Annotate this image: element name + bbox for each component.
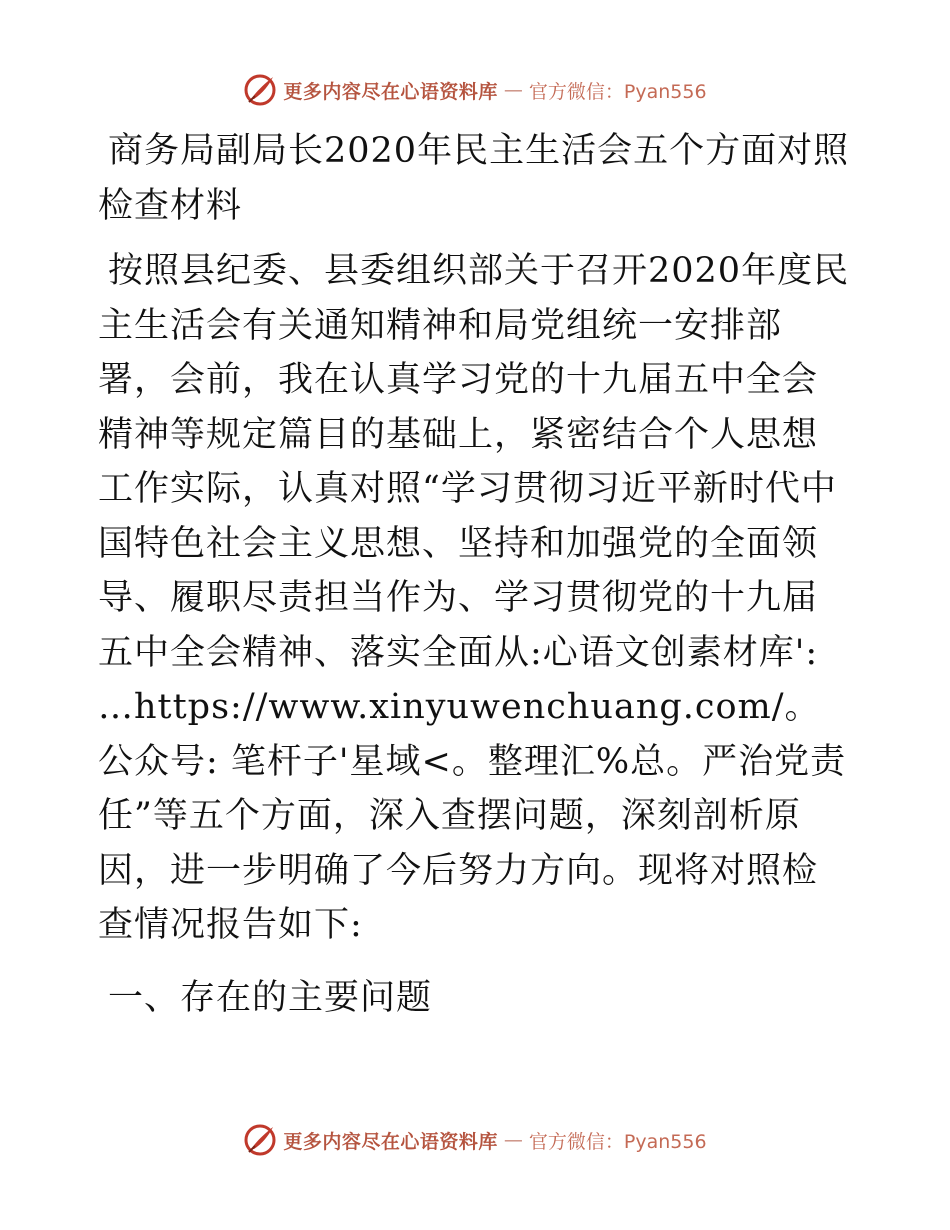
banner-site-text: 更多内容尽在心语资料库	[283, 1130, 498, 1153]
quill-pen-logo-icon	[243, 73, 277, 107]
document-body	[98, 124, 850, 1025]
body-paragraph: 按照县纪委、县委组织部关于召开2020年度民主生活会有关通知精神和局党组统一安排部署，会前，我在认真学习党的十九届五中全会精神等规定篇目的基础上，紧密结合个人思想工作实际，认真对照“学习贯彻习近平新时代中国特色社会主义思想、坚持和加强党的全面领导、履职尽责担当作为、学习贯彻党的十九届五中全会精神、落实全面从:心语文创素材库': …https://www.xinyuwenchuang.com/。公众号: 笔杆子'星域<。整理汇%总。严治党责任”等五个方面，深入查摆问题，深刻剖析原因，进一步明确了今后努力方向。现将对照检查情况报告如下:	[98, 251, 850, 945]
header-banner-content	[243, 73, 706, 107]
banner-wechat-text: 官方微信：Pyan556	[528, 80, 707, 103]
header-banner	[0, 70, 950, 110]
section-heading: 一、存在的主要问题	[108, 977, 433, 1018]
banner-separator: —	[503, 1129, 523, 1151]
banner-separator: —	[503, 79, 523, 101]
quill-pen-logo-icon	[243, 1123, 277, 1157]
banner-site-text: 更多内容尽在心语资料库	[283, 80, 498, 103]
footer-banner	[0, 1120, 950, 1160]
document-title: 商务局副局长2020年民主生活会五个方面对照检查材料	[98, 131, 850, 226]
banner-wechat-text: 官方微信：Pyan556	[528, 1130, 707, 1153]
footer-banner-content	[243, 1123, 706, 1157]
